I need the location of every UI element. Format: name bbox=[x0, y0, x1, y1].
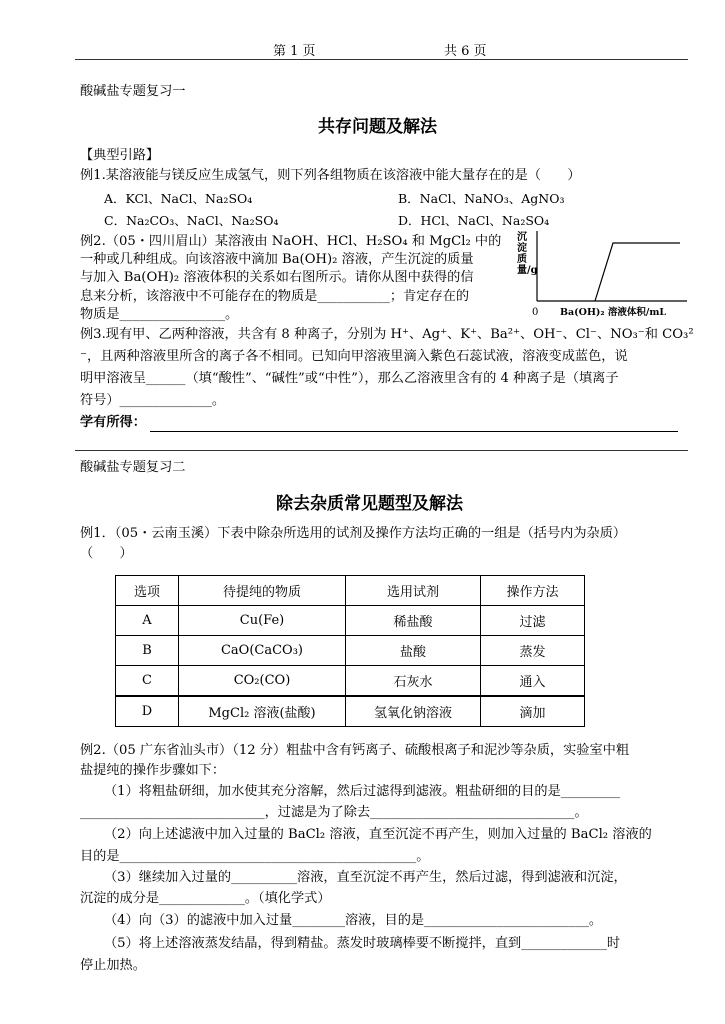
q1-option-d: D．HCl、NaCl、Na₂SO₄ bbox=[398, 213, 550, 228]
table-cell: C bbox=[116, 666, 179, 697]
section2-title: 除去杂质常见题型及解法 bbox=[276, 494, 463, 514]
table-header-cell: 待提纯的物质 bbox=[179, 576, 346, 606]
step4-line: （4）向（3）的滤液中加入过量________溶液，目的是_________________________。 bbox=[104, 913, 603, 928]
purification-table bbox=[115, 575, 585, 727]
section1-label: 酸碱盐专题复习一 bbox=[80, 84, 186, 99]
lead-heading: 【典型引路】 bbox=[80, 148, 160, 163]
q3-line-1: 例3.现有甲、乙两种溶液，共含有 8 种离子，分别为 H⁺、Ag⁺、K⁺、Ba²⁺、OH⁻、Cl⁻、NO₃⁻和 CO₃² bbox=[80, 327, 694, 342]
table-cell: 通入 bbox=[481, 666, 585, 697]
step2-line-1: （2）向上述滤液中加入过量的 BaCl₂ 溶液，直至沉淀不再产生，则加入过量的 BaCl₂ 溶液的 bbox=[104, 827, 652, 842]
table-header-cell: 选用试剂 bbox=[346, 576, 481, 606]
page-number: 第 1 页 bbox=[273, 44, 316, 59]
table-row bbox=[116, 636, 585, 666]
table-cell: 蒸发 bbox=[481, 636, 585, 666]
section1-title: 共存问题及解法 bbox=[318, 117, 437, 137]
table-cell: B bbox=[116, 636, 179, 666]
table-cell: 稀盐酸 bbox=[346, 606, 481, 636]
table-cell: 盐酸 bbox=[346, 636, 481, 666]
q1-option-c: C．Na₂CO₃、NaCl、Na₂SO₄ bbox=[104, 213, 279, 228]
q2-line-1: 例2.（05・四川眉山）某溶液由 NaOH、HCl、H₂SO₄ 和 MgCl₂ 中的 bbox=[80, 234, 502, 249]
table-header-cell: 选项 bbox=[116, 576, 179, 606]
q2-line-5: 物质是________________。 bbox=[80, 307, 239, 322]
section2-label: 酸碱盐专题复习二 bbox=[80, 460, 186, 475]
step5-line-1: （5）将上述溶液蒸发结晶，得到精盐。蒸发时玻璃棒要不断搅拌，直到_____________时 bbox=[104, 936, 621, 951]
s2-q2-line-1: 例2.（05 广东省汕头市）（12 分）粗盐中含有钙离子、硫酸根离子和泥沙等杂质，实验室中粗 bbox=[80, 743, 630, 758]
table-cell: MgCl₂ 溶液(盐酸) bbox=[179, 696, 346, 727]
s2-q1-line-2: （ ） bbox=[80, 546, 133, 561]
header-rule bbox=[75, 59, 688, 60]
table-cell: 石灰水 bbox=[346, 666, 481, 697]
s2-q2-line-2: 盐提纯的操作步骤如下： bbox=[80, 763, 226, 778]
table-cell: CO₂(CO) bbox=[179, 666, 346, 697]
table-cell: CaO(CaCO₃) bbox=[179, 636, 346, 666]
step2-line-2: 目的是_____________________________________________。 bbox=[80, 849, 430, 864]
graph-curve bbox=[595, 243, 680, 301]
q1-option-a: A．KCl、NaCl、Na₂SO₄ bbox=[104, 191, 253, 206]
q2-line-4: 息来分析，该溶液中不可能存在的物质是___________；肯定存在的 bbox=[80, 289, 470, 304]
q1-option-b: B．NaCl、NaNO₃、AgNO₃ bbox=[398, 191, 565, 206]
q3-line-2: ⁻，且两种溶液里所含的离子各不相同。已知向甲溶液里滴入紫色石蕊试液，溶液变成蓝色，说 bbox=[80, 349, 628, 364]
step5-line-2: 停止加热。 bbox=[80, 958, 146, 973]
q2-line-2: 一种或几种组成。向该溶液中滴加 Ba(OH)₂ 溶液，产生沉淀的质量 bbox=[80, 252, 474, 267]
table-cell: D bbox=[116, 696, 179, 727]
step1-line-2: ____________________________，过滤是为了除去_______________________________。 bbox=[80, 805, 588, 820]
table-cell: A bbox=[116, 606, 179, 636]
step1-line-1: （1）将粗盐研细，加水使其充分溶解，然后过滤得到滤液。粗盐研细的目的是_________ bbox=[104, 784, 621, 799]
step3-line-1: （3）继续加入过量的__________溶液，直至沉淀不再产生，然后过滤，得到滤液和沉淀， bbox=[104, 870, 627, 885]
precipitate-graph bbox=[515, 225, 690, 320]
table-row bbox=[116, 696, 585, 727]
table-cell: 过滤 bbox=[481, 606, 585, 636]
table-cell: 氢氧化钠溶液 bbox=[346, 696, 481, 727]
graph-origin: 0 bbox=[532, 307, 539, 318]
q3-line-4: 符号）______________。 bbox=[80, 393, 226, 408]
table-cell: 滴加 bbox=[481, 696, 585, 727]
q3-line-3: 明甲溶液呈______（填“酸性”、“碱性”或“中性”），那么乙溶液里含有的 4 种离子是（填离子 bbox=[80, 371, 619, 386]
graph-x-label: Ba(OH)₂ 溶液体积/mL bbox=[560, 307, 667, 318]
table-header-row bbox=[116, 576, 585, 606]
section-divider bbox=[75, 450, 688, 451]
q1-stem: 例1.某溶液能与镁反应生成氢气，则下列各组物质在该溶液中能大量存在的是（ ） bbox=[80, 168, 581, 183]
table-row bbox=[116, 606, 585, 636]
table-row bbox=[116, 666, 585, 697]
q2-line-3: 与加入 Ba(OH)₂ 溶液体积的关系如右图所示。请你从图中获得的信 bbox=[80, 270, 474, 285]
s2-q1-line-1: 例1．（05・云南玉溪）下表中除杂所选用的试剂及操作方法均正确的一组是（括号内为杂质） bbox=[80, 526, 627, 541]
table-cell: Cu(Fe) bbox=[179, 606, 346, 636]
graph-y-label: 沉淀质量/g bbox=[517, 232, 538, 276]
gain-label: 学有所得： bbox=[80, 415, 146, 430]
step3-line-2: 沉淀的成分是_____________。（填化学式） bbox=[80, 891, 331, 906]
table-header-cell: 操作方法 bbox=[481, 576, 585, 606]
gain-underline bbox=[150, 431, 678, 432]
page-total: 共 6 页 bbox=[444, 44, 487, 59]
